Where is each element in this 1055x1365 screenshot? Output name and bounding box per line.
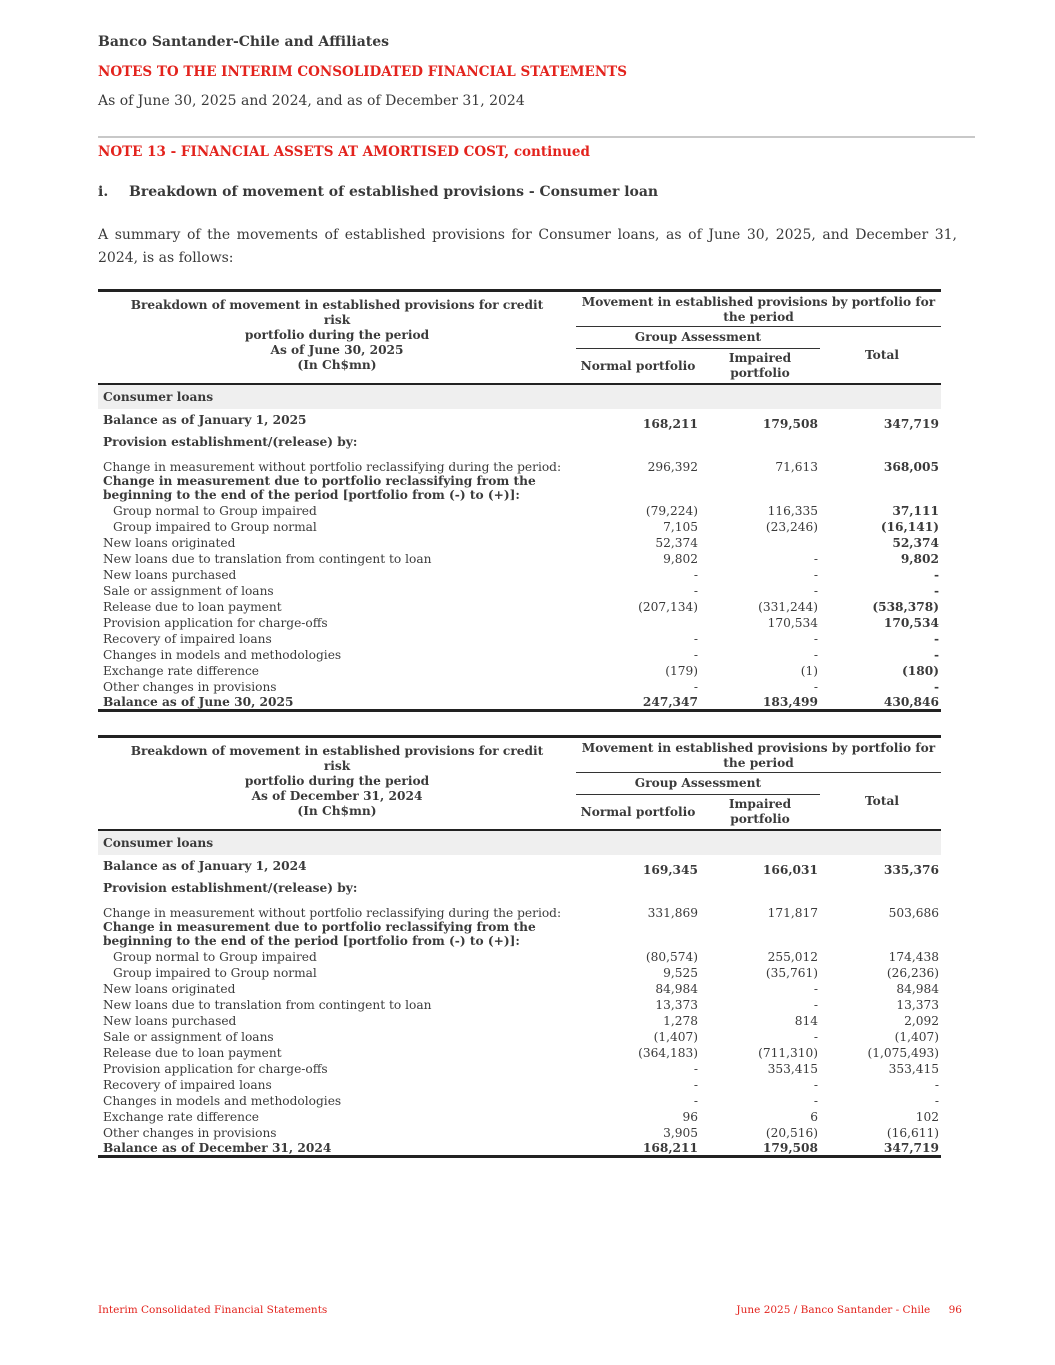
table-row: [98, 630, 941, 646]
normal-value: -: [693, 1078, 698, 1092]
table-row: [98, 948, 941, 964]
normal-value: -: [693, 632, 698, 646]
row-label: Other changes in provisions: [103, 680, 277, 694]
impaired-value: 814: [794, 1014, 818, 1028]
section-title: Breakdown of movement of established provisions - Consumer loan: [129, 184, 659, 200]
total-value: 37,111: [892, 504, 939, 518]
table-row: [98, 453, 941, 474]
total-value: 347,719: [883, 417, 939, 431]
impaired-value: 71,613: [775, 460, 818, 474]
table-row: [98, 980, 941, 996]
impaired-value: -: [813, 1030, 818, 1044]
table-row: [98, 614, 941, 630]
normal-portfolio-header: Normal portfolio: [576, 349, 700, 385]
impaired-value: -: [813, 648, 818, 662]
row-label: Balance as of December 31, 2024: [98, 1140, 576, 1156]
total-value: 102: [915, 1110, 939, 1124]
table-row: [98, 855, 941, 877]
impaired-value: 183,499: [700, 694, 820, 710]
impaired-value: (331,244): [758, 600, 818, 614]
row-label: New loans purchased: [103, 568, 237, 582]
row-label: Release due to loan payment: [103, 1046, 282, 1060]
table-row: [98, 1092, 941, 1108]
total-value: -: [933, 648, 939, 662]
total-value: -: [933, 632, 939, 646]
row-label: Other changes in provisions: [103, 1126, 277, 1140]
normal-value: 84,984: [655, 982, 698, 996]
total-value: [820, 877, 941, 899]
total-value: (180): [902, 664, 939, 678]
total-value: [820, 474, 941, 502]
category-label: Consumer loans: [98, 830, 941, 855]
impaired-value: -: [813, 632, 818, 646]
normal-value: -: [693, 1094, 698, 1108]
row-label: Provision establishment/(release) by:: [103, 881, 358, 895]
table-row: [98, 877, 941, 899]
impaired-value: [700, 877, 820, 899]
normal-portfolio-header: Normal portfolio: [576, 795, 700, 831]
row-label: Recovery of impaired loans: [103, 632, 272, 646]
impaired-value: -: [813, 584, 818, 598]
table-row: [98, 1140, 941, 1156]
normal-value: -: [693, 648, 698, 662]
table-title-line: (In Ch$mn): [297, 358, 377, 372]
impaired-value: (1): [800, 664, 818, 678]
table-title-line: (In Ch$mn): [297, 804, 377, 818]
row-label: Sale or assignment of loans: [103, 584, 274, 598]
normal-value: [576, 877, 700, 899]
impaired-value: -: [813, 998, 818, 1012]
intro-paragraph: A summary of the movements of established provisions for Consumer loans, as of June 30, 2025, and December 31, 2024, is as follows:: [98, 227, 957, 266]
table-row: [98, 534, 941, 550]
table-row: [98, 1012, 941, 1028]
total-value: -: [933, 568, 939, 582]
impaired-value: -: [813, 552, 818, 566]
page-number: 96: [948, 1304, 962, 1316]
table-row: [98, 964, 941, 980]
total-value: (16,611): [886, 1126, 939, 1140]
table-title-line: As of June 30, 2025: [270, 343, 404, 357]
table-row: [98, 502, 941, 518]
table-row: [98, 474, 941, 502]
table-row: [98, 662, 941, 678]
total-value: 174,438: [888, 950, 939, 964]
table-row: [98, 899, 941, 920]
provisions-table-december-2024: [98, 735, 941, 1158]
table-title-line: Breakdown of movement in established provisions for credit risk: [130, 298, 544, 327]
total-value: -: [933, 680, 939, 694]
provisions-table-june-2025: [98, 289, 941, 712]
category-label: Consumer loans: [98, 384, 941, 409]
impaired-value: 179,508: [700, 1140, 820, 1156]
normal-value: -: [693, 584, 698, 598]
impaired-value: (35,761): [765, 966, 818, 980]
normal-value: (1,407): [653, 1030, 698, 1044]
row-label: Group normal to Group impaired: [113, 504, 317, 518]
row-label: Group impaired to Group normal: [113, 520, 317, 534]
table-row: [98, 996, 941, 1012]
section-number: i.: [98, 184, 109, 200]
normal-value: 3,905: [663, 1126, 698, 1140]
impaired-value: -: [813, 982, 818, 996]
impaired-value: [700, 534, 820, 550]
table-row: [98, 1124, 941, 1140]
total-value: (16,141): [880, 520, 939, 534]
normal-value: 1,278: [663, 1014, 698, 1028]
normal-value: -: [693, 680, 698, 694]
notes-title: NOTES TO THE INTERIM CONSOLIDATED FINANCIAL STATEMENTS: [98, 64, 627, 80]
table-row: [98, 409, 941, 431]
row-label: New loans due to translation from contingent to loan: [103, 552, 432, 566]
impaired-value: [700, 474, 820, 502]
table-title-line: portfolio during the period: [244, 328, 430, 342]
total-value: -: [934, 1094, 939, 1108]
table-row: [98, 678, 941, 694]
row-label: Provision application for charge-offs: [103, 1062, 328, 1076]
impaired-value: (711,310): [758, 1046, 818, 1060]
row-label: Exchange rate difference: [103, 664, 260, 678]
total-value: 2,092: [904, 1014, 939, 1028]
table-title-line: Breakdown of movement in established provisions for credit risk: [130, 744, 544, 773]
footer-right: [736, 1304, 962, 1316]
total-value: 353,415: [888, 1062, 939, 1076]
header-divider: [98, 136, 975, 138]
normal-value: [576, 920, 700, 948]
normal-value: 7,105: [663, 520, 698, 534]
footer-left: Interim Consolidated Financial Statements: [98, 1304, 328, 1316]
impaired-value: 116,335: [767, 504, 818, 518]
total-value: (1,075,493): [867, 1046, 939, 1060]
table-title-line: As of December 31, 2024: [251, 789, 423, 803]
date-line: As of June 30, 2025 and 2024, and as of December 31, 2024: [98, 93, 525, 109]
total-header: Total: [820, 773, 941, 831]
total-value: 170,534: [883, 616, 939, 630]
normal-value: (80,574): [645, 950, 698, 964]
normal-value: 9,525: [663, 966, 698, 980]
row-label: Recovery of impaired loans: [103, 1078, 272, 1092]
normal-value: [576, 431, 700, 453]
total-value: 503,686: [888, 906, 939, 920]
row-label: Change in measurement without portfolio reclassifying during the period:: [103, 460, 562, 474]
total-value: 84,984: [896, 982, 939, 996]
impaired-value: -: [813, 568, 818, 582]
total-value: -: [933, 584, 939, 598]
table-row: [98, 646, 941, 662]
normal-value: (179): [665, 664, 698, 678]
row-label: Change in measurement due to portfolio reclassifying from the beginning to the end of the period [portfolio from (-) to (+)]:: [103, 920, 536, 948]
row-label: Changes in models and methodologies: [103, 1094, 342, 1108]
total-value: (26,236): [886, 966, 939, 980]
normal-value: 96: [682, 1110, 698, 1124]
total-value: (1,407): [894, 1030, 939, 1044]
normal-value: (207,134): [638, 600, 698, 614]
row-label: Balance as of June 30, 2025: [98, 694, 576, 710]
impaired-value: -: [813, 1094, 818, 1108]
total-value: [820, 431, 941, 453]
row-label: Balance as of January 1, 2024: [103, 859, 307, 873]
row-label: New loans due to translation from contingent to loan: [103, 998, 432, 1012]
total-value: 335,376: [883, 863, 939, 877]
impaired-value: (20,516): [765, 1126, 818, 1140]
impaired-value: 255,012: [767, 950, 818, 964]
total-value: 52,374: [892, 536, 939, 550]
movement-header: Movement in established provisions by portfolio for the period: [576, 737, 941, 773]
impaired-value: [700, 920, 820, 948]
row-label: Exchange rate difference: [103, 1110, 260, 1124]
table-row: [98, 920, 941, 948]
normal-value: 13,373: [655, 998, 698, 1012]
normal-value: 9,802: [663, 552, 698, 566]
total-value: (538,378): [872, 600, 939, 614]
row-label: Balance as of January 1, 2025: [103, 413, 307, 427]
row-label: Group impaired to Group normal: [113, 966, 317, 980]
row-label: Change in measurement without portfolio reclassifying during the period:: [103, 906, 562, 920]
impaired-value: 170,534: [767, 616, 818, 630]
table-row: [98, 1108, 941, 1124]
table-row: [98, 431, 941, 453]
footer-right-text: June 2025 / Banco Santander - Chile: [736, 1304, 931, 1316]
section-heading: [98, 184, 658, 200]
impaired-value: 353,415: [767, 1062, 818, 1076]
table-row: [98, 582, 941, 598]
group-assessment-header: Group Assessment: [576, 327, 820, 349]
table-row: [98, 566, 941, 582]
table-row: [98, 1028, 941, 1044]
table-row: [98, 550, 941, 566]
row-label: Change in measurement due to portfolio reclassifying from the beginning to the end of the period [portfolio from (-) to (+)]:: [103, 474, 536, 502]
impaired-value: 6: [810, 1110, 818, 1124]
total-value: -: [934, 1078, 939, 1092]
normal-value: 168,211: [642, 417, 698, 431]
total-value: 13,373: [896, 998, 939, 1012]
impaired-value: 179,508: [762, 417, 818, 431]
total-value: 430,846: [820, 694, 941, 710]
impaired-value: [700, 431, 820, 453]
normal-value: [576, 614, 700, 630]
normal-value: 331,869: [647, 906, 698, 920]
normal-value: 169,345: [642, 863, 698, 877]
row-label: Provision application for charge-offs: [103, 616, 328, 630]
row-label: New loans purchased: [103, 1014, 237, 1028]
table-title: [98, 737, 576, 831]
total-value: [820, 920, 941, 948]
note-title: NOTE 13 - FINANCIAL ASSETS AT AMORTISED COST, continued: [98, 144, 590, 160]
normal-value: 296,392: [647, 460, 698, 474]
total-value: 368,005: [883, 460, 939, 474]
impaired-value: 171,817: [767, 906, 818, 920]
row-label: Provision establishment/(release) by:: [103, 435, 358, 449]
row-label: Release due to loan payment: [103, 600, 282, 614]
table-row: [98, 694, 941, 710]
table-row: [98, 1060, 941, 1076]
movement-header: Movement in established provisions by portfolio for the period: [576, 291, 941, 327]
company-name: Banco Santander-Chile and Affiliates: [98, 34, 390, 50]
row-label: New loans originated: [103, 536, 236, 550]
total-value: 9,802: [900, 552, 939, 566]
row-label: New loans originated: [103, 982, 236, 996]
table-row: [98, 1044, 941, 1060]
normal-value: -: [693, 568, 698, 582]
group-assessment-header: Group Assessment: [576, 773, 820, 795]
row-label: Changes in models and methodologies: [103, 648, 342, 662]
table-row: [98, 1076, 941, 1092]
total-header: Total: [820, 327, 941, 385]
normal-value: 168,211: [576, 1140, 700, 1156]
impaired-value: (23,246): [765, 520, 818, 534]
row-label: Group normal to Group impaired: [113, 950, 317, 964]
impaired-value: 166,031: [762, 863, 818, 877]
normal-value: -: [693, 1062, 698, 1076]
normal-value: [576, 474, 700, 502]
table-row: [98, 518, 941, 534]
row-label: Sale or assignment of loans: [103, 1030, 274, 1044]
normal-value: (79,224): [645, 504, 698, 518]
normal-value: 52,374: [655, 536, 698, 550]
normal-value: 247,347: [576, 694, 700, 710]
impaired-portfolio-header: Impaired portfolio: [700, 349, 820, 385]
total-value: 347,719: [820, 1140, 941, 1156]
normal-value: (364,183): [638, 1046, 698, 1060]
table-title-line: portfolio during the period: [244, 774, 430, 788]
table-row: [98, 598, 941, 614]
impaired-value: -: [813, 680, 818, 694]
impaired-portfolio-header: Impaired portfolio: [700, 795, 820, 831]
impaired-value: -: [813, 1078, 818, 1092]
table-title: [98, 291, 576, 385]
